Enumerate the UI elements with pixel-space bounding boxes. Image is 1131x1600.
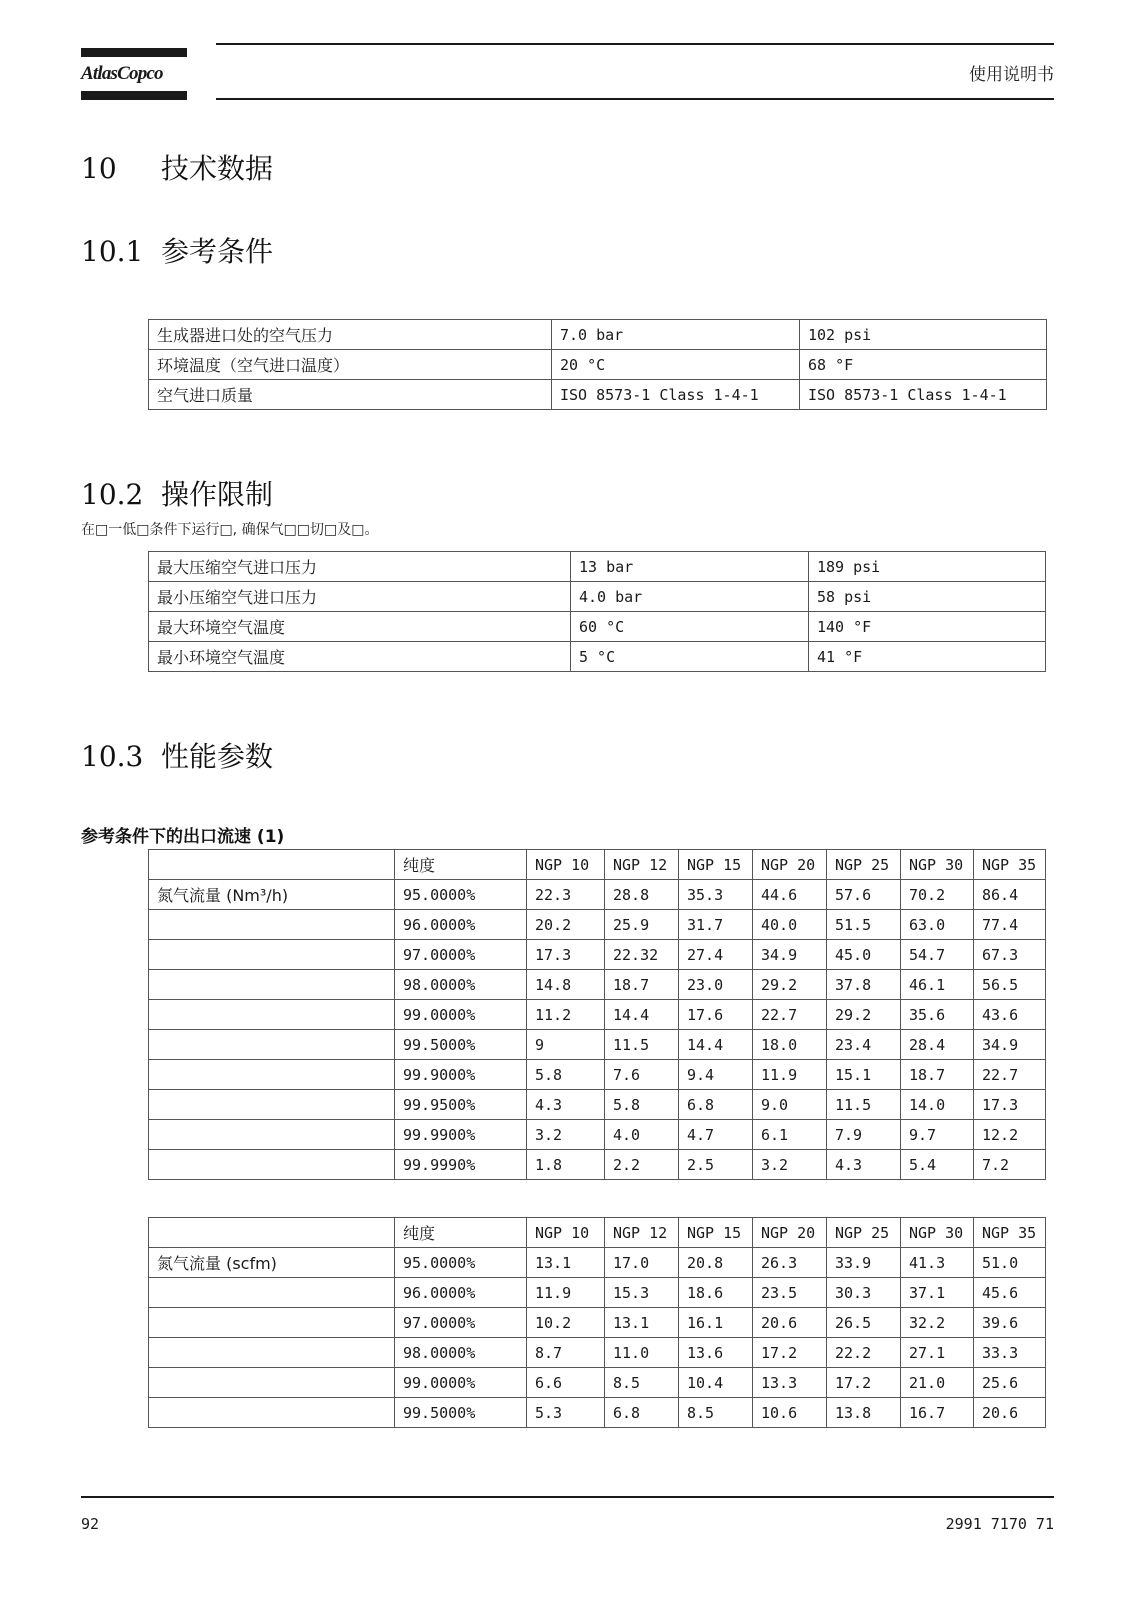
table-cell: NGP 10 [527, 850, 605, 880]
table-cell: 7.9 [827, 1120, 901, 1150]
table-cell: 最大环境空气温度 [149, 612, 571, 642]
table-cell: NGP 30 [901, 1218, 974, 1248]
table-cell: 8.5 [605, 1368, 679, 1398]
table-cell: 9.4 [679, 1060, 753, 1090]
table-cell: 99.9500% [395, 1090, 527, 1120]
footer-rule [81, 1496, 1054, 1498]
table-cell: 35.3 [679, 880, 753, 910]
table-cell: 20.6 [753, 1308, 827, 1338]
table-row [149, 1060, 1046, 1090]
table-cell: 22.7 [974, 1060, 1046, 1090]
table-cell: 9.7 [901, 1120, 974, 1150]
table-row [149, 1000, 1046, 1030]
document-number: 2991 7170 71 [945, 1515, 1054, 1533]
table-cell: NGP 15 [679, 850, 753, 880]
table-cell: 11.5 [827, 1090, 901, 1120]
table-cell: 68 °F [800, 350, 1047, 380]
table-cell: NGP 12 [605, 850, 679, 880]
table-cell: 67.3 [974, 940, 1046, 970]
table-cell [149, 940, 395, 970]
header-rule-bottom [216, 98, 1054, 100]
table-cell: NGP 30 [901, 850, 974, 880]
table-cell: 37.1 [901, 1278, 974, 1308]
table-cell: 4.3 [527, 1090, 605, 1120]
table-row [149, 880, 1046, 910]
table-cell: 23.4 [827, 1030, 901, 1060]
table-cell: 纯度 [395, 1218, 527, 1248]
table-cell: 99.9900% [395, 1120, 527, 1150]
table-cell: 32.2 [901, 1308, 974, 1338]
operating-limits-table [148, 551, 1046, 672]
table-cell: 17.0 [605, 1248, 679, 1278]
table-cell: 25.6 [974, 1368, 1046, 1398]
table-cell: 97.0000% [395, 1308, 527, 1338]
table-row [149, 1090, 1046, 1120]
table-row [149, 380, 1047, 410]
table-cell: 45.0 [827, 940, 901, 970]
table-cell [149, 1060, 395, 1090]
table-cell: 31.7 [679, 910, 753, 940]
table-row [149, 940, 1046, 970]
table-cell: 189 psi [809, 552, 1046, 582]
table-cell: 95.0000% [395, 880, 527, 910]
table-cell: 28.8 [605, 880, 679, 910]
table-cell: 29.2 [753, 970, 827, 1000]
table-cell: 8.7 [527, 1338, 605, 1368]
table-cell: NGP 35 [974, 1218, 1046, 1248]
table-cell: 99.0000% [395, 1000, 527, 1030]
section-title: 技术数据 [161, 152, 274, 185]
table-cell: 17.3 [527, 940, 605, 970]
table-cell: 86.4 [974, 880, 1046, 910]
table-cell: 20.2 [527, 910, 605, 940]
table-cell: 96.0000% [395, 910, 527, 940]
table-cell [149, 1150, 395, 1180]
table-cell [149, 1308, 395, 1338]
table-cell [149, 1120, 395, 1150]
table-cell: 9.0 [753, 1090, 827, 1120]
table-cell: 6.8 [605, 1398, 679, 1428]
table-cell: 22.3 [527, 880, 605, 910]
table-cell: 51.5 [827, 910, 901, 940]
table-cell: 13.1 [527, 1248, 605, 1278]
table-cell: 9 [527, 1030, 605, 1060]
table-cell: 5.3 [527, 1398, 605, 1428]
flow-subheading: 参考条件下的出口流速 (1) [81, 827, 285, 847]
table-cell: 63.0 [901, 910, 974, 940]
table-row [149, 1308, 1046, 1338]
table-cell: 3.2 [753, 1150, 827, 1180]
table-row [149, 1030, 1046, 1060]
section-10-1-heading [81, 230, 273, 270]
logo-wordmark: AtlasCopco [81, 63, 163, 84]
table-cell: 17.2 [827, 1368, 901, 1398]
table-cell: 11.9 [753, 1060, 827, 1090]
table-cell: 18.0 [753, 1030, 827, 1060]
table-cell: 44.6 [753, 880, 827, 910]
table-cell: 5 °C [571, 642, 809, 672]
atlas-copco-logo [81, 48, 187, 100]
table-cell: 29.2 [827, 1000, 901, 1030]
table-cell: 15.3 [605, 1278, 679, 1308]
table-cell: 10.6 [753, 1398, 827, 1428]
table-cell: ISO 8573-1 Class 1-4-1 [552, 380, 800, 410]
table-cell: 27.1 [901, 1338, 974, 1368]
page-number: 92 [81, 1515, 100, 1533]
table-cell: 22.2 [827, 1338, 901, 1368]
table-cell: 3.2 [527, 1120, 605, 1150]
table-row [149, 1248, 1046, 1278]
table-row [149, 642, 1046, 672]
logo-bar-top [81, 48, 187, 57]
table-cell: 7.6 [605, 1060, 679, 1090]
section-title: 参考条件 [161, 235, 274, 268]
table-cell: 17.3 [974, 1090, 1046, 1120]
table-cell: 56.5 [974, 970, 1046, 1000]
table-cell: 45.6 [974, 1278, 1046, 1308]
table-cell: 99.9000% [395, 1060, 527, 1090]
table-cell: 35.6 [901, 1000, 974, 1030]
table-cell: 4.0 [605, 1120, 679, 1150]
table-row [149, 582, 1046, 612]
table-cell: NGP 10 [527, 1218, 605, 1248]
header-rule-top [216, 43, 1054, 45]
table-cell: 5.8 [527, 1060, 605, 1090]
table-cell: 6.8 [679, 1090, 753, 1120]
table-cell [149, 1218, 395, 1248]
table-cell: 60 °C [571, 612, 809, 642]
table-cell: 70.2 [901, 880, 974, 910]
table-cell: 4.7 [679, 1120, 753, 1150]
table-cell: NGP 35 [974, 850, 1046, 880]
document-type: 使用说明书 [969, 65, 1054, 85]
table-cell: 13 bar [571, 552, 809, 582]
table-cell: 58 psi [809, 582, 1046, 612]
table-cell [149, 1000, 395, 1030]
table-cell: 6.6 [527, 1368, 605, 1398]
table-cell: 95.0000% [395, 1248, 527, 1278]
table-cell: 2.2 [605, 1150, 679, 1180]
table-cell: 27.4 [679, 940, 753, 970]
table-cell: 氮气流量 (Nm³/h) [149, 880, 395, 910]
table-cell: 33.9 [827, 1248, 901, 1278]
table-cell: 23.0 [679, 970, 753, 1000]
table-header-row [149, 1218, 1046, 1248]
table-cell: 纯度 [395, 850, 527, 880]
table-cell: 99.9990% [395, 1150, 527, 1180]
table-cell: 4.3 [827, 1150, 901, 1180]
table-cell: 28.4 [901, 1030, 974, 1060]
table-cell: NGP 25 [827, 1218, 901, 1248]
table-cell: 99.5000% [395, 1398, 527, 1428]
table-cell [149, 1398, 395, 1428]
table-cell: 11.9 [527, 1278, 605, 1308]
table-cell: 5.8 [605, 1090, 679, 1120]
table-cell: 1.8 [527, 1150, 605, 1180]
table-cell: 氮气流量 (scfm) [149, 1248, 395, 1278]
table-row [149, 1278, 1046, 1308]
table-cell: 11.0 [605, 1338, 679, 1368]
table-cell: 21.0 [901, 1368, 974, 1398]
table-cell [149, 1368, 395, 1398]
table-cell: 51.0 [974, 1248, 1046, 1278]
table-row [149, 350, 1047, 380]
table-cell: 环境温度（空气进口温度） [149, 350, 552, 380]
table-cell: 14.8 [527, 970, 605, 1000]
table-row [149, 970, 1046, 1000]
table-cell: 96.0000% [395, 1278, 527, 1308]
table-cell: NGP 20 [753, 850, 827, 880]
table-cell: 43.6 [974, 1000, 1046, 1030]
table-cell: 20 °C [552, 350, 800, 380]
table-header-row [149, 850, 1046, 880]
reference-conditions-table [148, 319, 1047, 410]
table-cell: 34.9 [753, 940, 827, 970]
table-cell: 11.5 [605, 1030, 679, 1060]
table-cell: 15.1 [827, 1060, 901, 1090]
table-cell: 生成器进口处的空气压力 [149, 320, 552, 350]
table-cell: 最小环境空气温度 [149, 642, 571, 672]
table-cell: ISO 8573-1 Class 1-4-1 [800, 380, 1047, 410]
table-row [149, 1120, 1046, 1150]
table-cell: 14.4 [605, 1000, 679, 1030]
table-cell: 39.6 [974, 1308, 1046, 1338]
table-cell: 18.7 [605, 970, 679, 1000]
table-row [149, 1338, 1046, 1368]
table-cell: 13.3 [753, 1368, 827, 1398]
table-cell: 77.4 [974, 910, 1046, 940]
table-cell: 26.5 [827, 1308, 901, 1338]
operating-limits-note: 在□一低□条件下运行□, 确保气□□切□及□。 [81, 522, 379, 538]
table-cell: 20.6 [974, 1398, 1046, 1428]
table-cell: NGP 25 [827, 850, 901, 880]
table-cell: 最小压缩空气进口压力 [149, 582, 571, 612]
table-cell: 41 °F [809, 642, 1046, 672]
table-cell: 16.1 [679, 1308, 753, 1338]
table-cell: 6.1 [753, 1120, 827, 1150]
table-row [149, 1398, 1046, 1428]
section-10-heading [81, 147, 273, 187]
section-title: 操作限制 [161, 478, 274, 511]
table-cell: 99.5000% [395, 1030, 527, 1060]
table-cell: 10.4 [679, 1368, 753, 1398]
table-row [149, 910, 1046, 940]
table-cell: 7.0 bar [552, 320, 800, 350]
table-cell [149, 910, 395, 940]
table-cell: 空气进口质量 [149, 380, 552, 410]
table-cell: 26.3 [753, 1248, 827, 1278]
table-cell: 12.2 [974, 1120, 1046, 1150]
table-cell: 140 °F [809, 612, 1046, 642]
table-cell: 最大压缩空气进口压力 [149, 552, 571, 582]
table-cell: 25.9 [605, 910, 679, 940]
section-number: 10.1 [81, 235, 144, 268]
table-cell: 20.8 [679, 1248, 753, 1278]
table-cell: 97.0000% [395, 940, 527, 970]
section-title: 性能参数 [161, 740, 274, 773]
logo-bar-bottom [81, 91, 187, 100]
table-cell: 46.1 [901, 970, 974, 1000]
table-cell: 16.7 [901, 1398, 974, 1428]
table-cell: 41.3 [901, 1248, 974, 1278]
table-cell: 17.6 [679, 1000, 753, 1030]
table-cell: 40.0 [753, 910, 827, 940]
section-number: 10 [81, 152, 117, 185]
table-cell: 5.4 [901, 1150, 974, 1180]
table-cell: 22.32 [605, 940, 679, 970]
table-row [149, 1150, 1046, 1180]
table-cell: 13.1 [605, 1308, 679, 1338]
table-cell: 37.8 [827, 970, 901, 1000]
table-cell: 30.3 [827, 1278, 901, 1308]
table-cell [149, 1338, 395, 1368]
table-cell: 18.6 [679, 1278, 753, 1308]
table-cell: 22.7 [753, 1000, 827, 1030]
table-cell [149, 850, 395, 880]
table-row [149, 1368, 1046, 1398]
table-cell: NGP 15 [679, 1218, 753, 1248]
flow-scfm-table [148, 1217, 1046, 1428]
table-cell: 14.4 [679, 1030, 753, 1060]
section-10-2-heading [81, 473, 273, 513]
table-cell: 54.7 [901, 940, 974, 970]
table-cell [149, 1030, 395, 1060]
table-cell: 98.0000% [395, 1338, 527, 1368]
table-cell: 10.2 [527, 1308, 605, 1338]
table-cell: 7.2 [974, 1150, 1046, 1180]
table-cell: NGP 12 [605, 1218, 679, 1248]
section-10-3-heading [81, 735, 273, 775]
table-cell: 102 psi [800, 320, 1047, 350]
table-cell [149, 970, 395, 1000]
table-cell: 33.3 [974, 1338, 1046, 1368]
section-number: 10.2 [81, 478, 144, 511]
table-row [149, 320, 1047, 350]
table-cell: 4.0 bar [571, 582, 809, 612]
table-cell: 13.8 [827, 1398, 901, 1428]
table-row [149, 612, 1046, 642]
table-cell: 18.7 [901, 1060, 974, 1090]
table-row [149, 552, 1046, 582]
flow-nm3h-table [148, 849, 1046, 1180]
table-cell [149, 1090, 395, 1120]
table-cell: 57.6 [827, 880, 901, 910]
table-cell: 23.5 [753, 1278, 827, 1308]
table-cell: NGP 20 [753, 1218, 827, 1248]
table-cell: 8.5 [679, 1398, 753, 1428]
table-cell: 99.0000% [395, 1368, 527, 1398]
table-cell: 2.5 [679, 1150, 753, 1180]
table-cell: 13.6 [679, 1338, 753, 1368]
table-cell: 14.0 [901, 1090, 974, 1120]
table-cell [149, 1278, 395, 1308]
table-cell: 34.9 [974, 1030, 1046, 1060]
table-cell: 98.0000% [395, 970, 527, 1000]
section-number: 10.3 [81, 740, 144, 773]
table-cell: 11.2 [527, 1000, 605, 1030]
table-cell: 17.2 [753, 1338, 827, 1368]
